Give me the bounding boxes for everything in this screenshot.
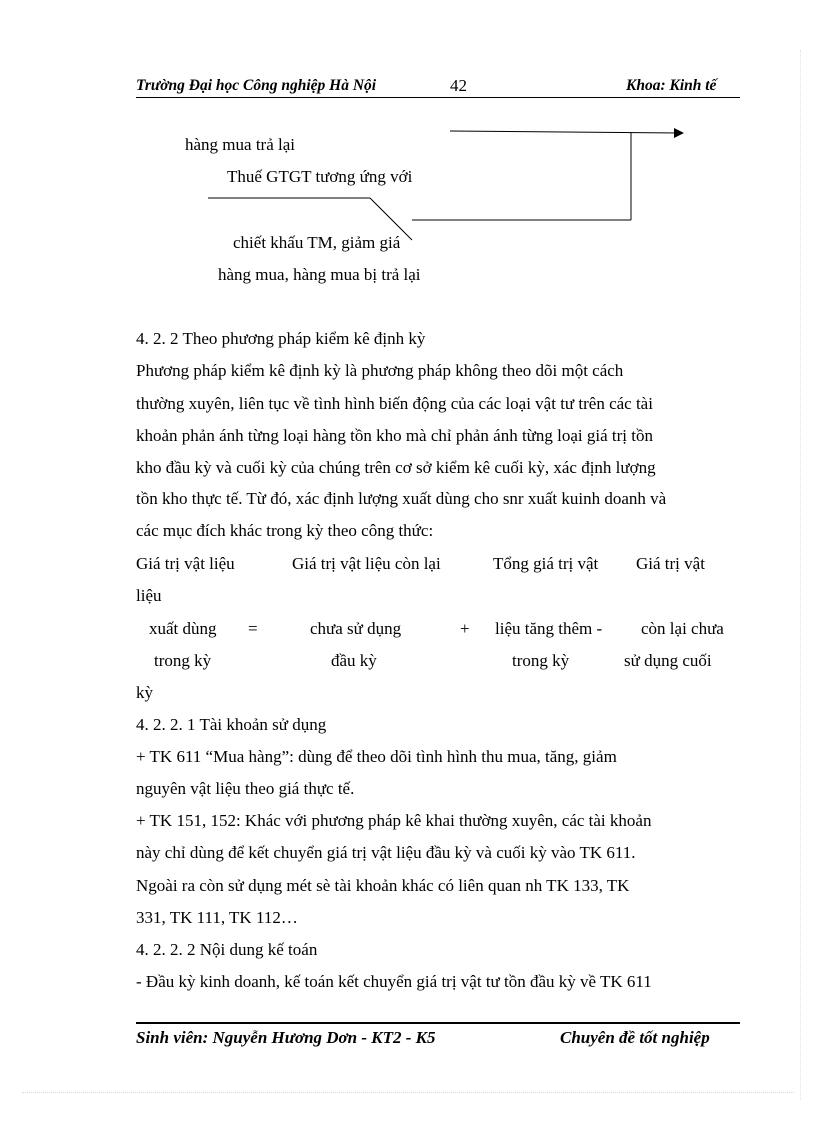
- paragraph-line: các mục đích khác trong kỳ theo công thức:: [136, 521, 434, 540]
- diagram-label-1: hàng mua trả lại: [185, 135, 295, 154]
- formula-operator: =: [248, 619, 258, 638]
- diagram-lines: [0, 0, 816, 300]
- formula-cell: Giá trị vật liệu: [136, 554, 235, 573]
- paragraph-line: kho đầu kỳ và cuối kỳ của chúng trên cơ sở kiểm kê cuối kỳ, xác định lượng: [136, 458, 656, 477]
- formula-cell: sử dụng cuối: [624, 651, 712, 670]
- paragraph-line: + TK 611 “Mua hàng”: dùng để theo dõi tình hình thu mua, tăng, giảm: [136, 747, 617, 766]
- footer-rule: [136, 1022, 740, 1024]
- formula-cell: đầu kỳ: [331, 651, 377, 670]
- formula-cell: xuất dùng: [149, 619, 217, 638]
- formula-cell: còn lại chưa: [641, 619, 724, 638]
- formula-cell: Giá trị vật liệu còn lại: [292, 554, 441, 573]
- heading-4-2-2: 4. 2. 2 Theo phương pháp kiểm kê định kỳ: [136, 329, 426, 348]
- paragraph-line: thường xuyên, liên tục về tình hình biến động của các loại vật tư trên các tài: [136, 394, 653, 413]
- page-edge-vertical: [800, 50, 801, 1100]
- diagram-label-4: hàng mua, hàng mua bị trả lại: [218, 265, 421, 284]
- paragraph-line: tồn kho thực tế. Từ đó, xác định lượng xuất dùng cho snr xuất kuinh doanh và: [136, 489, 667, 508]
- diagram-label-3: chiết khấu TM, giảm giá: [233, 233, 401, 252]
- arrow-head-icon: [674, 128, 684, 138]
- formula-cell: chưa sử dụng: [310, 619, 402, 638]
- paragraph-line: 331, TK 111, TK 112…: [136, 908, 298, 927]
- paragraph-line: Phương pháp kiểm kê định kỳ là phương pháp không theo dõi một cách: [136, 361, 624, 380]
- formula-cell: liệu: [136, 586, 162, 605]
- formula-cell: trong kỳ: [154, 651, 212, 670]
- formula-cell: liệu tăng thêm -: [495, 619, 603, 638]
- header-page-number: 42: [450, 76, 467, 95]
- paragraph-line: nguyên vật liệu theo giá thực tế.: [136, 779, 355, 798]
- heading-4-2-2-1: 4. 2. 2. 1 Tài khoản sử dụng: [136, 715, 327, 734]
- diagram-label-2: Thuế GTGT tương ứng với: [227, 167, 413, 186]
- formula-cell: trong kỳ: [512, 651, 570, 670]
- paragraph-line: - Đầu kỳ kinh doanh, kế toán kết chuyển giá trị vật tư tồn đầu kỳ về TK 611: [136, 972, 652, 991]
- header-school: Trường Đại học Công nghiệp Hà Nội: [136, 77, 377, 94]
- formula-cell: kỳ: [136, 683, 153, 702]
- heading-4-2-2-2: 4. 2. 2. 2 Nội dung kế toán: [136, 940, 318, 959]
- paragraph-line: khoản phản ánh từng loại hàng tồn kho mà chỉ phản ánh từng loại giá trị tồn: [136, 426, 653, 445]
- page-edge-bottom: [22, 1092, 794, 1093]
- arrow-line: [450, 131, 680, 133]
- footer-student: Sinh viên: Nguyễn Hương Dơn - KT2 - K5: [136, 1028, 436, 1047]
- paragraph-line: Ngoài ra còn sử dụng mét sè tài khoản khác có liên quan nh TK 133, TK: [136, 876, 630, 895]
- header-faculty: Khoa: Kinh tế: [626, 77, 717, 94]
- formula-cell: Tổng giá trị vật: [493, 554, 599, 573]
- formula-cell: Giá trị vật: [636, 554, 705, 573]
- formula-operator: +: [460, 619, 470, 638]
- paragraph-line: + TK 151, 152: Khác với phương pháp kê khai thường xuyên, các tài khoản: [136, 811, 652, 830]
- footer-topic: Chuyên đề tốt nghiệp: [560, 1028, 710, 1047]
- paragraph-line: này chỉ dùng để kết chuyển giá trị vật liệu đầu kỳ và cuối kỳ vào TK 611.: [136, 843, 636, 862]
